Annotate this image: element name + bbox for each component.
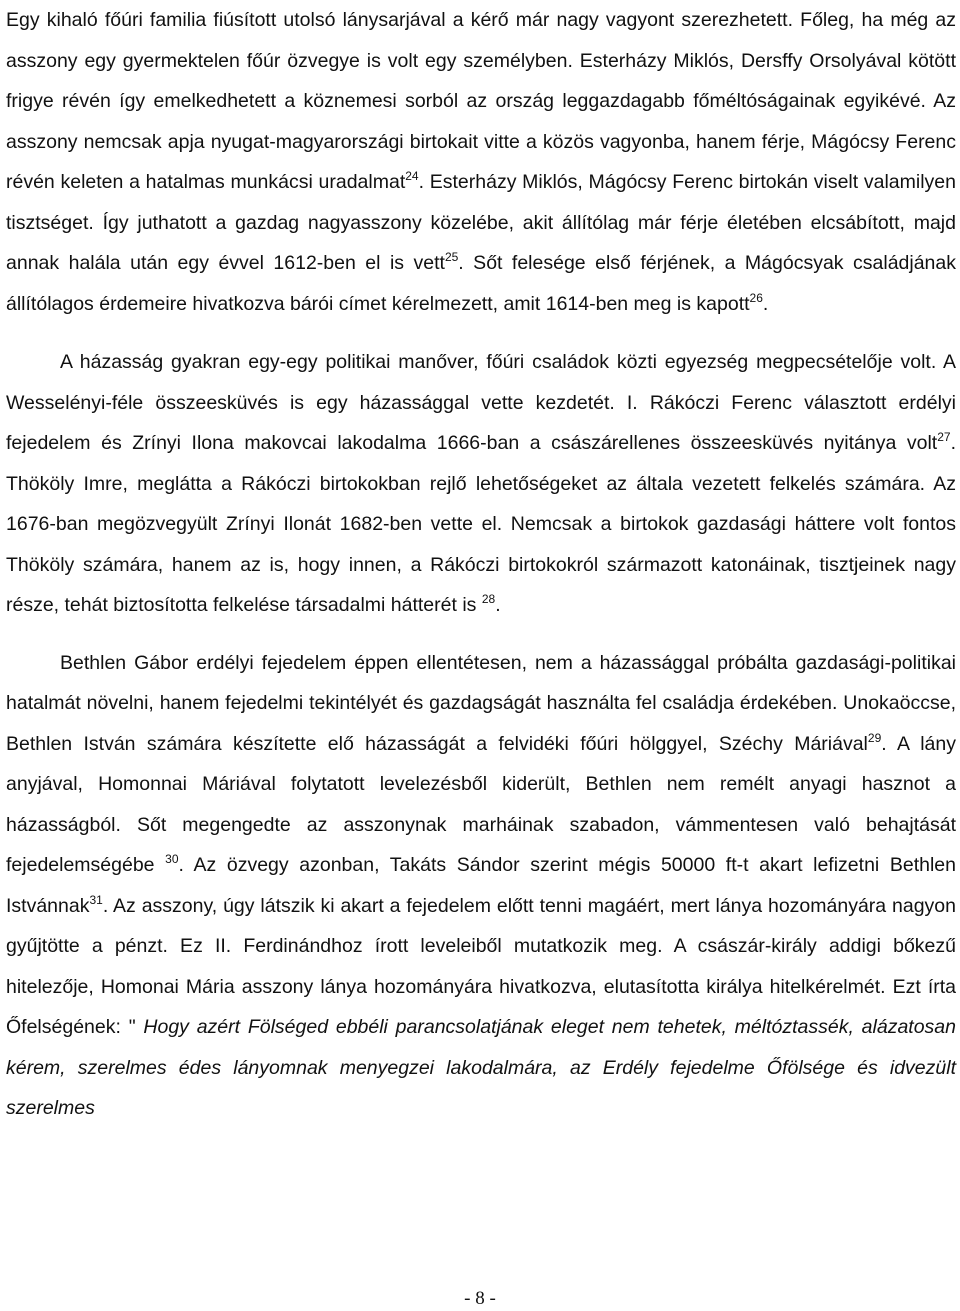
text-segment: Egy kihaló főúri familia fiúsított utolsó lánysarjával a kérő már nagy vagyont szerezhetett. Főleg, ha még az asszony egy gyermektelen főúr özvegye is volt egy személyben. Esterházy Miklós, Dersffy Orsolyával kötött frigye révén így emelkedhetett a köznemesi sorból az ország leggazdagabb főméltóságainak egyikévé. Az asszony nemcsak apja nyugat-magyarországi birtokait vitte a közös vagyonba, hanem férje, Mágócsy Ferenc révén keleten a hatalmas munkácsi uradalmat [6, 9, 956, 193]
text-segment: A házasság gyakran egy-egy politikai manőver, főúri családok közti egyezség megpecsételője volt. A Wesselényi-féle összeesküvés is egy házassággal vette kezdetét. I. Rákóczi Ferenc választott erdélyi fejedelem és Zrínyi Ilona makovcai lakodalma 1666-ban a császárellenes összeesküvés nyitánya volt [6, 351, 956, 454]
footnote-reference: 26 [749, 290, 763, 305]
page-number: - 8 - [464, 1288, 496, 1309]
text-segment: . A lány anyjával, Homonnai Máriával folytatott levelezésből kiderült, Bethlen nem remélt anyagi hasznot a házasságból. Sőt megengedte az asszonynak marháinak szabadon, vámmentesen való behajtását fejedelemségébe [6, 732, 956, 876]
footnote-reference: 28 [481, 592, 496, 606]
footnote-reference: 24 [405, 169, 419, 183]
text-segment: . [495, 594, 501, 616]
quoted-text: Hogy azért Fölséged ebbéli parancsolatjának eleget nem tehetek, méltóztassék, alázatosan kérem, szerelmes édes lányomnak menyegzei lakodalmára, az Erdély fejedelme Őfölsége és idvezült szerelmes [6, 1016, 956, 1119]
text-segment: . Az özvegy azonban, Takáts Sándor szerint mégis 50000 ft-t akart lefizetni Bethlen Istvánnak [6, 854, 956, 917]
text-segment: . [762, 292, 769, 315]
text-segment: . Esterházy Miklós, Mágócsy Ferenc birtokán viselt valamilyen tisztséget. Így juthatott a gazdag nagyasszony közelébe, akit állítólag már férje életében elcsábított, majd annak halála után egy évvel 1612-ben el is vett [6, 171, 956, 274]
text-segment: Bethlen Gábor erdélyi fejedelem éppen ellentétesen, nem a házassággal próbálta gazdasági-politikai hatalmát növelni, hanem fejedelmi tekintélyét és gazdagságát használta fel családja érdekében. Unokaöccse, Bethlen István számára készítette elő házasságát a felvidéki főúri hölggyel, Széchy Máriával [6, 651, 956, 755]
text-segment: . Sőt felesége első férjének, a Mágócsyak családjának állítólagos érdemeire hivatkozva bárói címet kérelmezett, amit 1614-ben meg is kapott [6, 252, 956, 315]
footnote-reference: 30 [165, 852, 179, 866]
text-segment: . Az asszony, úgy látszik ki akart a fejedelem előtt tenni magáért, mert lánya hozományára nagyon gyűjtötte a pénzt. Ez II. Ferdinándhoz írott leveleiből mutatkozik meg. A császár-király addigi bőkezű hitelezője, Homonai Mária asszony lánya hozományára hivatkozva, elutasította királya hitelkérelmét. Ezt írta Őfelségének: " [6, 894, 956, 1038]
document-page [6, 0, 956, 1129]
footnote-reference: 27 [937, 430, 951, 444]
footnote-reference: 29 [867, 730, 882, 745]
paragraph [6, 643, 956, 1129]
footnote-reference: 25 [444, 250, 459, 264]
text-segment: . Thököly Imre, meglátta a Rákóczi birtokokban rejlő lehetőségeket az általa vezetett felkelés számára. Az 1676-ban megözvegyült Zrínyi Ilonát 1682-ben vette el. Nemcsak a birtokok gazdasági háttere volt fontos Thököly számára, hanem az is, hogy innen, a Rákóczi birtokokról származott katonáinak, tisztjeinek nagy része, tehát biztosította felkelése társadalmi hátterét is [6, 432, 956, 616]
paragraph [6, 342, 956, 626]
footnote-reference: 31 [89, 892, 103, 907]
paragraph [6, 0, 956, 324]
